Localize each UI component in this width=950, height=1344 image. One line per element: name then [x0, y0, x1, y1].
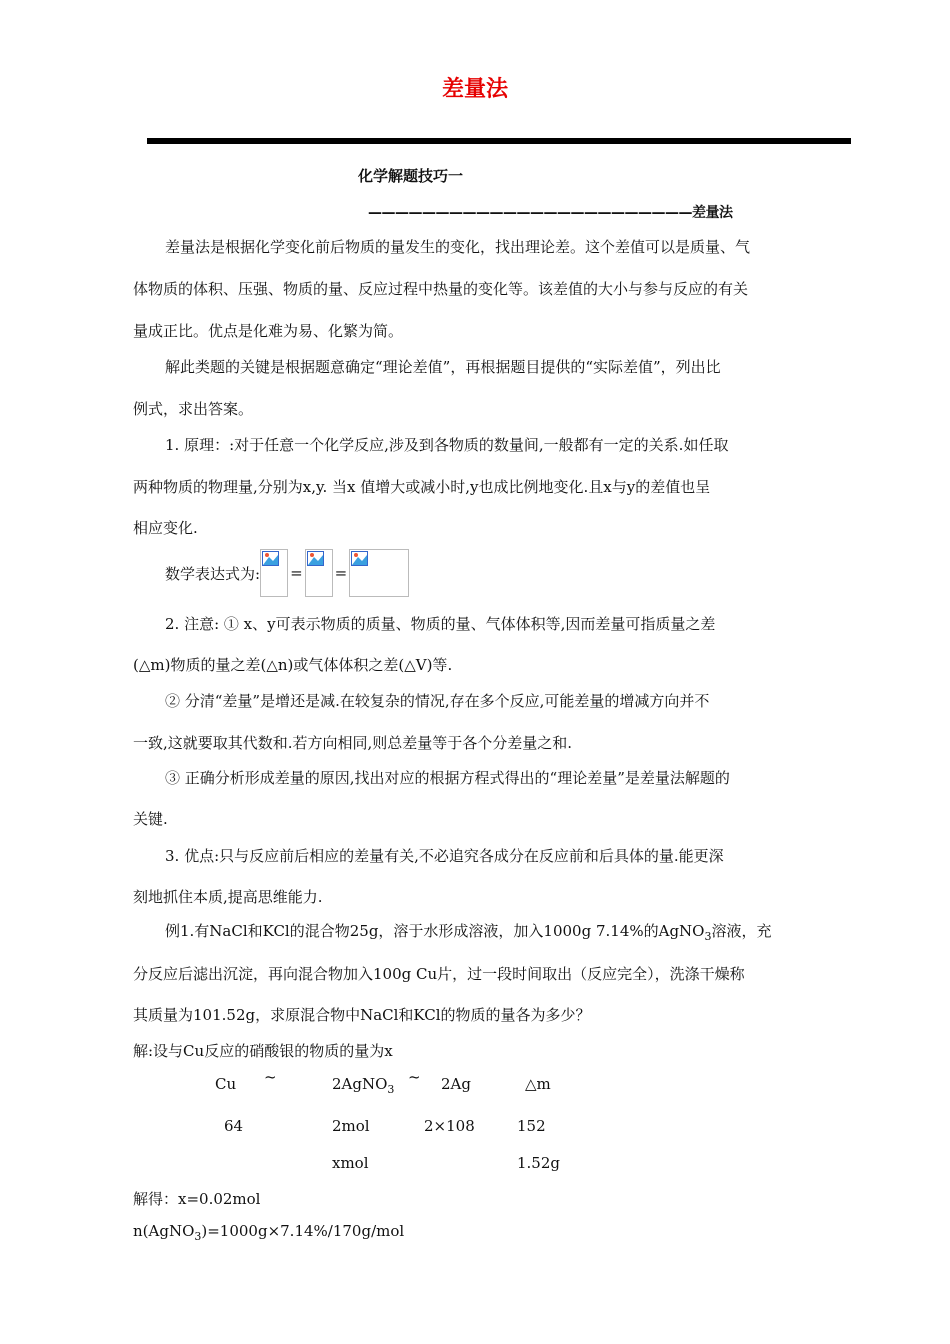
solution-answer: 解得：x=0.02mol [133, 1190, 261, 1208]
broken-image-icon [307, 551, 324, 566]
formula-text: )=1000g×7.14%/170g/mol [201, 1222, 405, 1240]
equation-cell: 64 [224, 1117, 244, 1135]
example-line [165, 920, 772, 943]
equation-cell: ~ [408, 1068, 421, 1086]
equals-sign: = [290, 564, 303, 582]
paragraph-line: 解此类题的关键是根据题意确定“理论差值”，再根据题目提供的“实际差值”，列出比 [165, 358, 721, 376]
solution-final-line [133, 1222, 404, 1243]
paragraph-line: 量成正比。优点是化难为易、化繁为简。 [133, 322, 404, 340]
paragraph-line: 例式，求出答案。 [133, 400, 254, 418]
equation-cell: 2Ag [441, 1075, 471, 1093]
paragraph-line: 关键. [133, 810, 168, 828]
formula-image-placeholder [260, 549, 288, 597]
subtitle-dash-line: ————————————————————————差量法 [368, 205, 733, 221]
math-expression-row [165, 549, 409, 597]
paragraph-line: 差量法是根据化学变化前后物质的量发生的变化，找出理论差。这个差值可以是质量、气 [165, 238, 751, 256]
example-text: 例1.有NaCl和KCl的混合物25g，溶于水形成溶液，加入1000g 7.14%的AgNO [165, 922, 705, 940]
formula-text: n(AgNO [133, 1222, 195, 1240]
broken-image-icon [262, 551, 279, 566]
example-line: 其质量为101.52g，求原混合物中NaCl和KCl的物质的量各为多少？ [133, 1006, 591, 1024]
paragraph-line: 体物质的体积、压强、物质的量、反应过程中热量的变化等。该差值的大小与参与反应的有关 [133, 280, 749, 298]
equals-sign: = [334, 564, 348, 582]
paragraph-line: 两种物质的物理量,分别为x,y. 当x 值增大或减小时,y也成比例地变化.且x与y的差值也呈 [133, 478, 711, 496]
paragraph-line: ② 分清“差量”是增还是减.在较复杂的情况,存在多个反应,可能差量的增减方向并不 [165, 692, 710, 710]
formula-image-placeholder [349, 549, 409, 597]
document-title: 差量法 [441, 77, 508, 102]
paragraph-line: 3. 优点:只与反应前后相应的差量有关,不必追究各成分在反应前和后具体的量.能更深 [165, 847, 724, 865]
subscript: 3 [387, 1083, 395, 1096]
equation-cell: ~ [264, 1068, 277, 1086]
formula-text: 2AgNO [332, 1075, 388, 1093]
title-divider [147, 138, 851, 144]
equation-cell: 1.52g [517, 1154, 561, 1172]
example-text: 溶液，充 [711, 922, 772, 940]
math-expression-label: 数学表达式为: [165, 564, 261, 583]
formula-image-placeholder [305, 549, 333, 597]
equation-cell: △m [525, 1075, 551, 1093]
equation-cell: Cu [215, 1075, 237, 1093]
paragraph-line: (△m)物质的量之差(△n)或气体体积之差(△V)等. [133, 656, 453, 674]
subscript: 3 [194, 1230, 202, 1243]
paragraph-line: 一致,这就要取其代数和.若方向相同,则总差量等于各个分差量之和. [133, 734, 573, 752]
equation-cell [332, 1075, 394, 1096]
paragraph-line: ③ 正确分析形成差量的原因,找出对应的根据方程式得出的“理论差量”是差量法解题的 [165, 769, 730, 787]
paragraph-line: 1. 原理：:对于任意一个化学反应,涉及到各物质的数量间,一般都有一定的关系.如任取 [165, 436, 729, 454]
equation-cell: xmol [332, 1154, 369, 1172]
subscript: 3 [704, 930, 712, 943]
subtitle: 化学解题技巧一 [358, 167, 464, 185]
example-line: 分反应后滤出沉淀，再向混合物加入100g Cu片，过一段时间取出（反应完全），洗涤干燥称 [133, 965, 745, 983]
paragraph-line: 刻地抓住本质,提高思维能力. [133, 888, 323, 906]
equation-cell: 152 [517, 1117, 546, 1135]
paragraph-line: 相应变化. [133, 519, 198, 537]
equation-cell: 2×108 [424, 1117, 475, 1135]
equation-cell: 2mol [332, 1117, 370, 1135]
paragraph-line: 2. 注意: ① x、y可表示物质的质量、物质的量、气体体积等,因而差量可指质量之差 [165, 615, 716, 633]
broken-image-icon [351, 551, 368, 566]
solution-intro: 解:设与Cu反应的硝酸银的物质的量为x [133, 1042, 393, 1060]
